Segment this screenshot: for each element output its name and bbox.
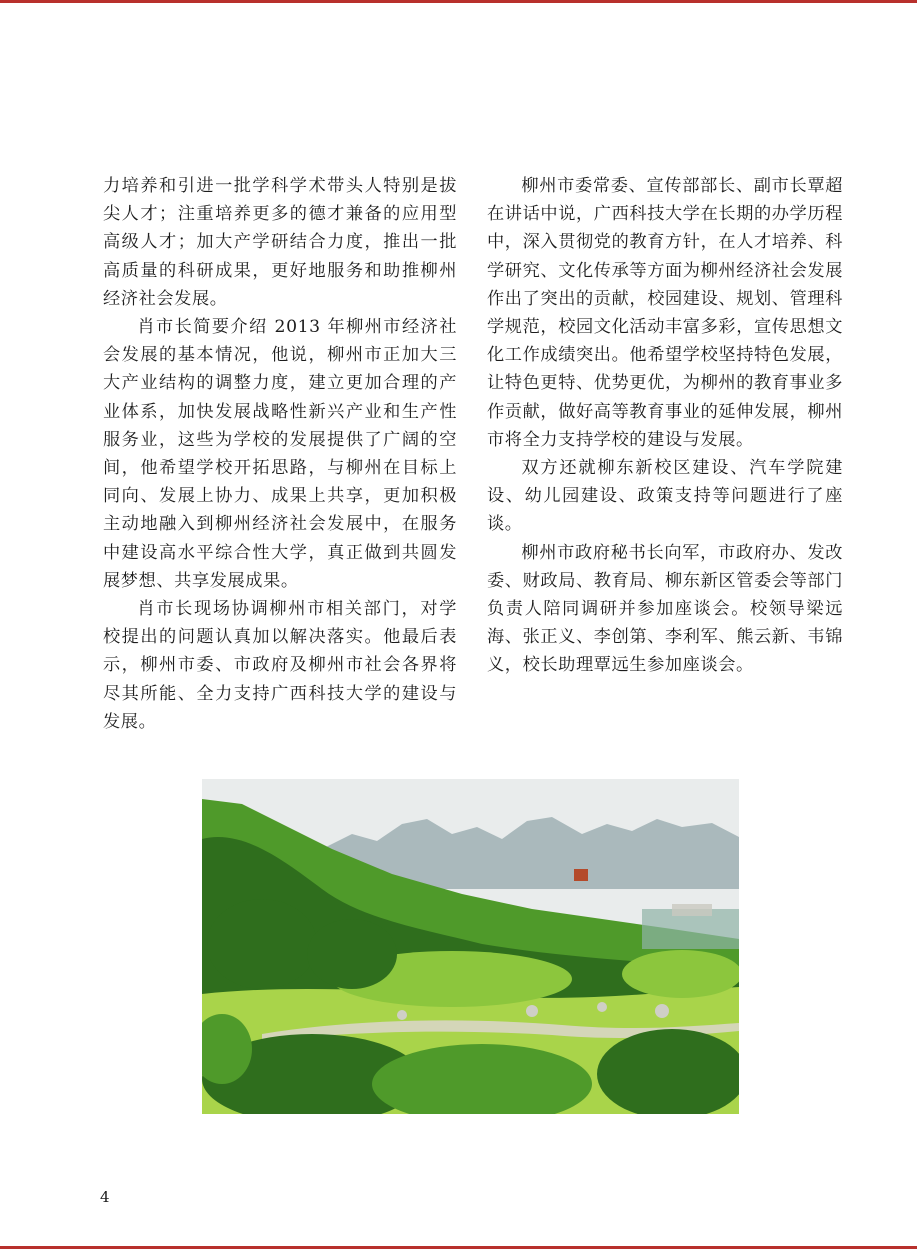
paragraph: 双方还就柳东新校区建设、汽车学院建设、幼儿园建设、政策支持等问题进行了座谈。: [487, 458, 843, 535]
left-text-column: [103, 172, 457, 736]
top-rule: [0, 0, 917, 3]
paragraph: 柳州市政府秘书长向军，市政府办、发改委、财政局、教育局、柳东新区管委会等部门负责人陪同调研并参加座谈会。校领导梁远海、张正义、李创第、李利军、熊云新、韦锦义，校长助理覃远生参加座谈会。: [487, 542, 843, 676]
paragraph: 柳州市委常委、宣传部部长、副市长覃超在讲话中说，广西科技大学在长期的办学历程中，深入贯彻党的教育方针，在人才培养、科学研究、文化传承等方面为柳州经济社会发展作出了突出的贡献，校园建设、规划、管理科学规范，校园文化活动丰富多彩，宣传思想文化工作成绩突出。他希望学校坚持特色发展，让特色更特、优势更优，为柳州的教育事业多作贡献，做好高等教育事业的延伸发展，柳州市将全力支持学校的建设与发展。: [487, 176, 843, 450]
page-number: 4: [100, 1188, 110, 1206]
right-text-column: [487, 172, 843, 680]
paragraph: 肖市长简要介绍 2013 年柳州市经济社会发展的基本情况，他说，柳州市正加大三大产业结构的调整力度，建立更加合理的产业体系，加快发展战略性新兴产业和生产性服务业，这些为学校的发展提供了广阔的空间，他希望学校开拓思路，与柳州在目标上同向、发展上协力、成果上共享，更加积极主动地融入到柳州经济社会发展中，在服务中建设高水平综合性大学，真正做到共圆发展梦想、共享发展成果。: [103, 317, 457, 591]
paragraph: 力培养和引进一批学科学术带头人特别是拔尖人才；注重培养更多的德才兼备的应用型高级人才；加大产学研结合力度，推出一批高质量的科研成果，更好地服务和助推柳州经济社会发展。: [103, 176, 457, 309]
paragraph: 肖市长现场协调柳州市相关部门，对学校提出的问题认真加以解决落实。他最后表示，柳州市委、市政府及柳州市社会各界将尽其所能、全力支持广西科技大学的建设与发展。: [103, 599, 457, 732]
campus-landscape-photo: [202, 779, 739, 1114]
bottom-rule: [0, 1246, 917, 1249]
